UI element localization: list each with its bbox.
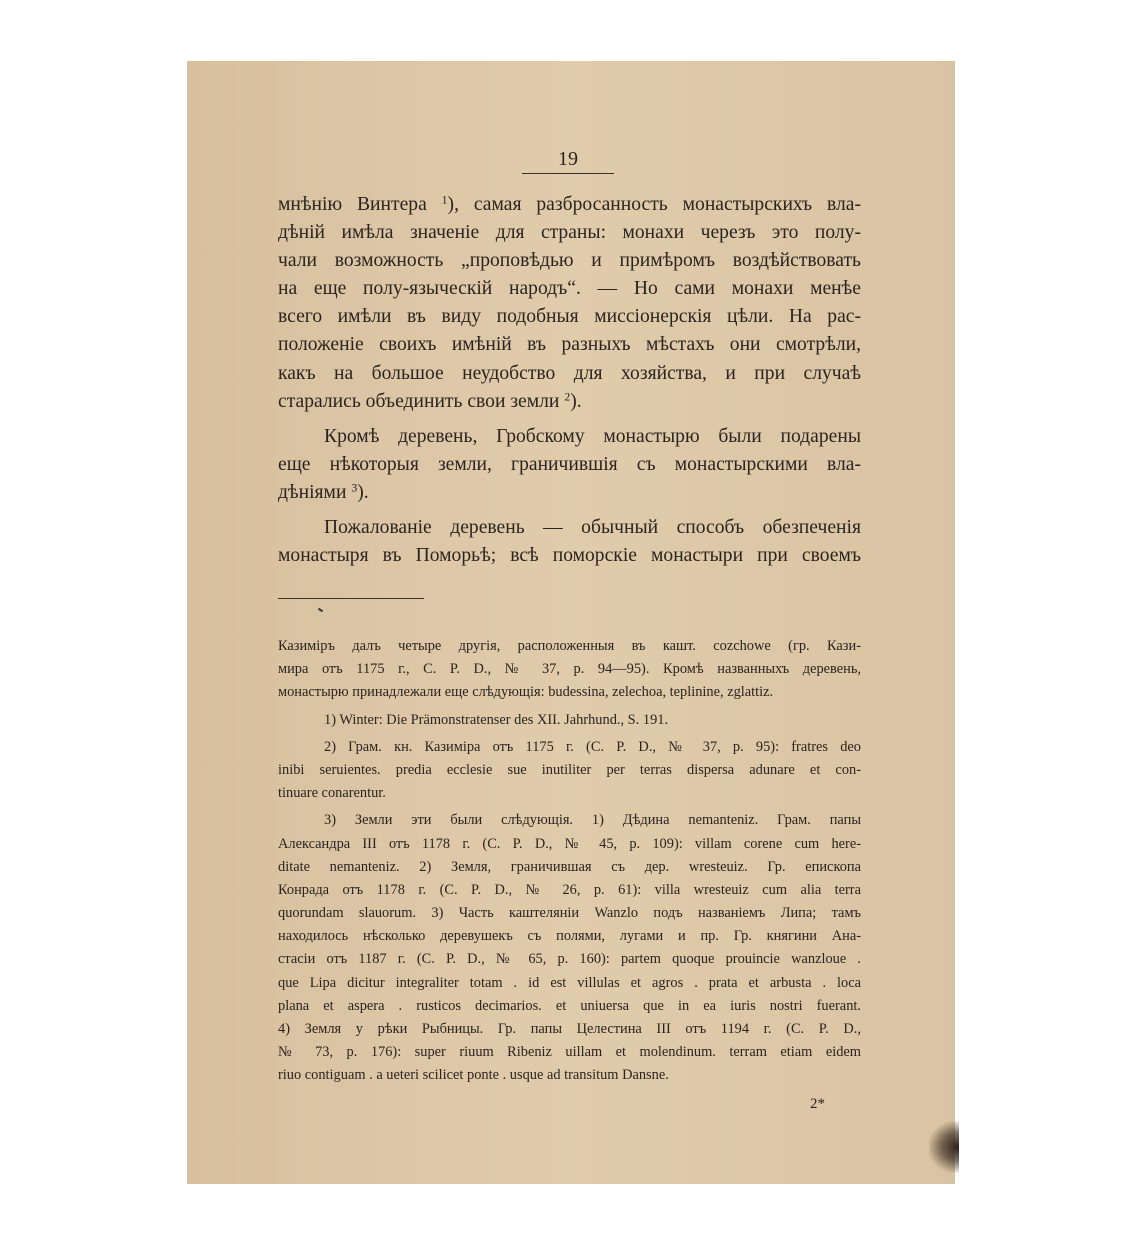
main-text: [278, 191, 861, 570]
footnote-line: Конрада отъ 1178 г. (C. P. D., № 26, p. 61): villa wresteuiz cum alia terra: [278, 881, 861, 898]
text-line: Кромѣ деревень, Гробскому монастырю были подарены: [324, 425, 861, 447]
footnote-line: 3) Земли эти были слѣдующія. 1) Дѣдина nemanteniz. Грам. папы: [324, 812, 861, 829]
text-line: дѣній имѣла значеніе для страны: монахи черезъ это полу-: [278, 222, 861, 244]
page-edge-shadow: [929, 1121, 959, 1173]
text-line: дѣніями $^3$).: [278, 481, 369, 503]
book-page: [187, 61, 955, 1184]
signature-mark: 2*: [810, 1096, 825, 1112]
footnote-line: plana et aspera . rusticos decimarios. et uniuersa que in ea iuris nostri fuerant.: [278, 997, 861, 1014]
footnote-line: 1) Winter: Die Prämonstratenser des XII. Jahrhund., S. 191.: [324, 711, 669, 728]
footnote-ref: 2: [564, 390, 571, 404]
text-line: чали возможность „проповѣдью и примѣромъ воздѣйствовать: [278, 250, 861, 272]
footnote-line: quorundam slauorum. 3) Часть каштеляніи Wanzlo подъ названіемъ Липа; тамъ: [278, 905, 861, 922]
footnote-line: que Lipa dicitur integraliter totam . id est villulas et agros . prata et arbusta . loca: [278, 974, 861, 991]
text-line: старались объединить свои земли $^2$).: [278, 390, 582, 412]
text-line: мнѣнію Винтера $^1$), самая разбросанность монастырскихъ вла-: [278, 193, 861, 215]
paragraph-3: [278, 514, 861, 570]
text-line: монастыря въ Поморьѣ; всѣ поморскіе монастыри при своемъ: [278, 545, 861, 567]
footnotes: [278, 635, 861, 1088]
text-line: какъ на большое неудобство для хозяйства, и при случаѣ: [278, 362, 861, 384]
footnote-line: riuo contiguam . a ueteri scilicet ponte . usque ad transitum Dansne.: [278, 1067, 669, 1084]
footnote-line: 2) Грам. кн. Казиміра отъ 1175 г. (C. P. D., № 37, p. 95): fratres deo: [324, 738, 861, 755]
footnote-line: 4) Земля у рѣки Рыбницы. Гр. папы Целестина III отъ 1194 г. (C. P. D.,: [278, 1021, 861, 1037]
footnote-2: [278, 736, 861, 806]
footnote-1: [278, 709, 861, 732]
footnote-line: Александра III отъ 1178 г. (C. P. D., № 45, p. 109): villam corene cum here-: [278, 835, 861, 852]
footnote-line: ditate nemanteniz. 2) Земля, граничившая съ дер. wresteuiz. Гр. епископа: [278, 858, 861, 875]
paragraph-2: [278, 423, 861, 507]
footnote-ref: 3: [351, 481, 358, 495]
page-number: 19: [558, 148, 578, 170]
footnote-line: мира отъ 1175 г., C. P. D., № 37, p. 94—95). Кромѣ названныхъ деревень,: [278, 661, 861, 678]
footnote-line: tinuare conarentur.: [278, 785, 386, 802]
page-number-rule: [522, 173, 614, 174]
text-line: всего имѣли въ виду подобныя миссіонерскія цѣли. На рас-: [278, 306, 861, 328]
text-line: Пожалованіе деревень — обычный способъ обезпеченія: [324, 517, 861, 539]
footnote-line: № 73, p. 176): super riuum Ribeniz uillam et molendinum. terram etiam eidem: [278, 1044, 861, 1061]
footnote-line: стасіи отъ 1187 г. (C. P. D., № 65, p. 160): partem quoque prouincie wanzloue .: [278, 951, 861, 968]
footnote-continuation: [278, 635, 861, 705]
footnote-separator: [278, 598, 424, 599]
footnote-3: [278, 809, 861, 1087]
footnote-ref: 1: [441, 193, 448, 207]
footnote-line: монастырю принадлежали еще слѣдующія: budessina, zelechoa, teplinine, zglattiz.: [278, 684, 774, 701]
text-line: на еще полу-языческій народъ“. — Но сами монахи менѣе: [278, 278, 861, 300]
footnote-line: inibi seruientes. predia ecclesie sue inutiliter per terras dispersa adunare et con-: [278, 761, 861, 778]
text-line: еще нѣкоторыя земли, граничившія съ монастырскими вла-: [278, 453, 861, 475]
text-line: положеніе своихъ имѣній въ разныхъ мѣстахъ они смотрѣли,: [278, 334, 861, 356]
paragraph-1: [278, 191, 861, 416]
footnote-line: находилось нѣсколько деревушекъ съ полями, лугами и пр. Гр. княгини Ана-: [278, 928, 861, 945]
ink-mark: [318, 608, 323, 613]
footnote-line: Казиміръ далъ четыре другія, расположенныя въ кашт. cozchowe (гр. Кази-: [278, 638, 861, 654]
